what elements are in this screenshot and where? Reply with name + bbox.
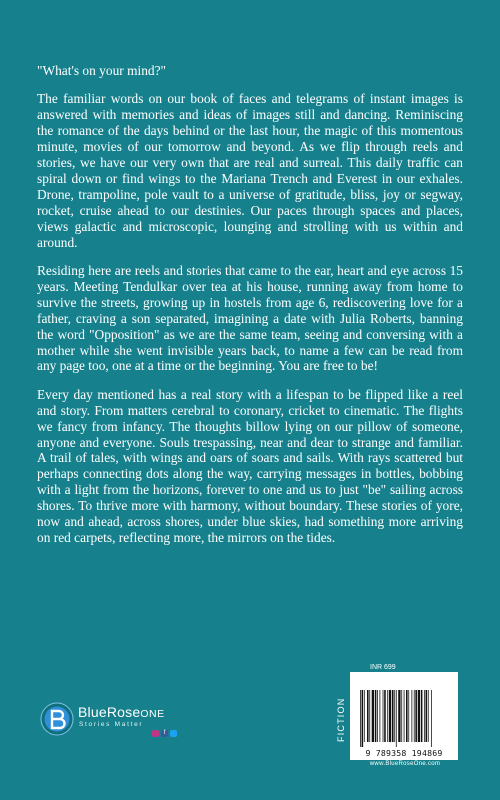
- barcode-bar: [415, 690, 417, 742]
- instagram-icon: [152, 730, 159, 737]
- blurb-paragraph-2: Residing here are reels and stories that came to the ear, heart and eye across 15 years. Meeting Tendulkar over tea at his house, running away from home to survive the streets, growing up in hostels from age 6, rediscovering love for a father, craving a son separated, imagining a date with Julia Roberts, banning the word "Opposition" as we are the same team, seeing and conversing with a mother while she went invisible years back, to name a few can be read from any page too, one at a time or the beginning. You are free to be!: [37, 262, 463, 374]
- publisher-name: [78, 704, 165, 720]
- barcode-bar: [383, 690, 384, 742]
- publisher-name-suffix: ONE: [140, 708, 165, 720]
- facebook-icon: f: [161, 730, 168, 737]
- barcode-bar: [398, 690, 400, 742]
- publisher-logo-icon: [40, 702, 74, 736]
- barcode-bar: [408, 690, 409, 742]
- barcode-bar: [401, 690, 402, 742]
- publisher-name-main: BlueRose: [78, 704, 141, 720]
- barcode-bar: [364, 690, 365, 742]
- barcode-bar: [372, 690, 374, 742]
- barcode-bar: [414, 690, 415, 742]
- barcode-bar: [362, 690, 364, 747]
- barcode-bar: [431, 690, 432, 747]
- barcode-bar: [396, 690, 397, 747]
- isbn-number: 9 789358 194869: [365, 748, 443, 758]
- barcode-bar: [387, 690, 388, 742]
- blurb-opening: "What's on your mind?": [37, 63, 167, 78]
- barcode-bar: [394, 690, 395, 742]
- price-label: INR 699: [370, 664, 396, 671]
- barcode-bar: [377, 690, 378, 742]
- barcode-bar: [411, 690, 412, 742]
- barcode-bar: [406, 690, 408, 742]
- barcode-bar: [392, 690, 394, 742]
- barcode-bar: [384, 690, 386, 742]
- barcode-bar: [421, 690, 423, 742]
- barcode-bar: [369, 690, 370, 742]
- barcode-bar: [367, 690, 369, 742]
- barcode-bar: [418, 690, 420, 742]
- isbn-barcode: [350, 672, 458, 760]
- blurb-paragraph-3: Every day mentioned has a real story with a lifespan to be flipped like a reel and story. From matters cerebral to coronary, cricket to cinematic. The flights we fancy from infancy. The thoughts billow lying on our pillow of someone, anyone and everyone. Souls trespassing, near and dear to strange and familiar. A trail of tales, with wings and oars of soars and sails. With rays scattered but perhaps connecting dots along the way, carrying messages in bottles, bobbing with a light from the horizons, forever to one and us to just "be" sailing across shores. To thrive more with harmony, without boundary. These stories of yore, now and ahead, across shores, under blue skies, had something more arriving on red carpets, reflecting more, the mirrors on the tides.: [37, 386, 463, 545]
- barcode-bar: [426, 690, 428, 742]
- blurb-paragraph-1: The familiar words on our book of faces and telegrams of instant images is answered with memories and ideas of images still and dancing. Reminiscing the romance of the days behind or the last hour, the magic of this momentous minute, movies of our tomorrow and beyond. As we flip through reels and stories, we have our very own that are real and surreal. This daily traffic can spiral down or find wings to the Mariana Trench and Everest in our exhales. Drone, trampoline, pole vault to a universe of gratitude, bliss, joy or segway, rocket, cruise ahead to our destinies. Our paces through spaces and places, views galactic and microscopic, lounging and strolling with us within and around.: [37, 91, 463, 250]
- publisher-website: www.BlueRoseOne.com: [369, 761, 441, 767]
- twitter-icon: [170, 730, 177, 737]
- genre-label: FICTION: [336, 697, 346, 743]
- barcode-bar: [428, 690, 429, 742]
- social-icons: [152, 730, 177, 737]
- barcode-bar: [375, 690, 377, 742]
- barcode-bar: [380, 690, 381, 742]
- publisher-tagline: Stories Matter: [79, 721, 144, 728]
- barcode-bar: [389, 690, 391, 742]
- barcode-icon: [358, 690, 450, 747]
- barcode-bar: [424, 690, 425, 742]
- back-cover-blurb: [37, 63, 463, 558]
- barcode-bar: [360, 690, 361, 747]
- barcode-bar: [404, 690, 405, 742]
